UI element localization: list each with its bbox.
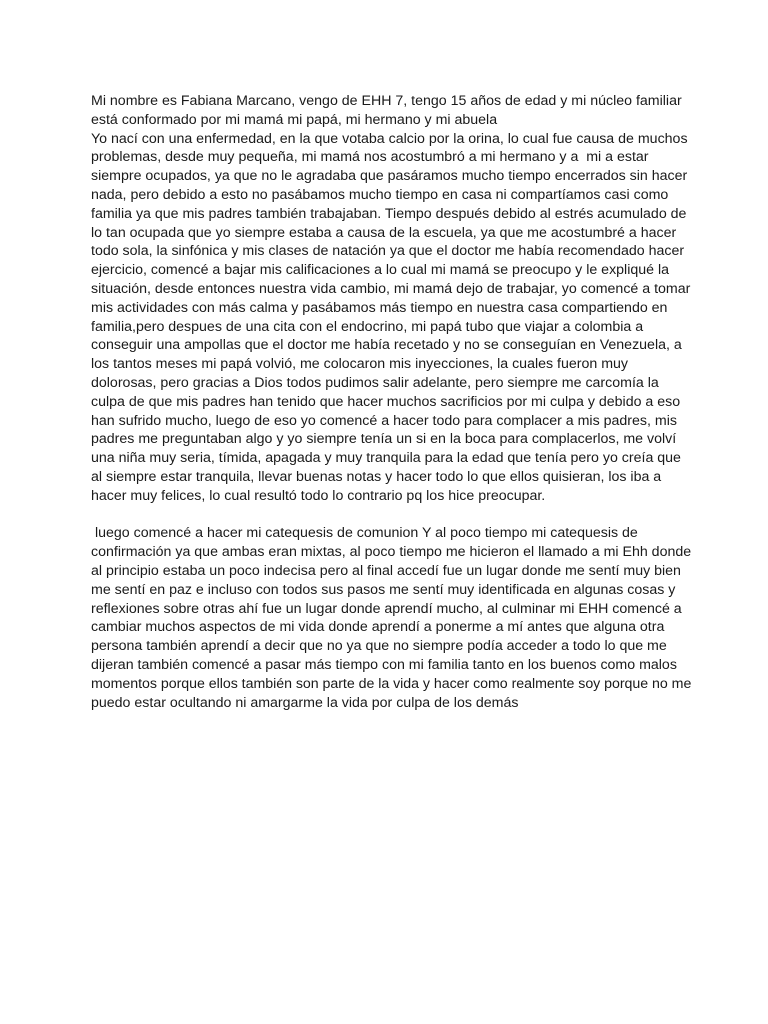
text-line: cambiar muchos aspectos de mi vida donde aprendí a ponerme a mí antes que alguna otra <box>91 619 665 636</box>
text-line: confirmación ya que ambas eran mixtas, al poco tiempo me hicieron el llamado a mi Ehh donde <box>91 544 692 561</box>
paragraph-intro <box>91 92 687 130</box>
text-line: luego comencé a hacer mi catequesis de comunion Y al poco tiempo mi catequesis de <box>91 525 638 542</box>
text-line: familia,pero despues de una cita con el endocrino, mi papá tubo que viajar a colombia a <box>91 318 644 335</box>
text-line: al principio estaba un poco indecisa pero al final accedí fue un lugar donde me sentí muy bien <box>91 562 681 579</box>
text-line: han sufrido mucho, luego de eso yo comencé a hacer todo para complacer a mis padres, mis <box>91 412 677 429</box>
paragraph-illness <box>91 130 691 506</box>
text-line: los tantos meses mi papá volvió, me colocaron mis inyecciones, la cuales fueron muy <box>91 356 629 373</box>
text-line: momentos porque ellos también son parte de la vida y hacer como realmente soy porque no me <box>91 675 692 692</box>
text-line: padres me preguntaban algo y yo siempre tenía un si en la boca para complacerlos, me volví <box>91 431 677 448</box>
text-line: todo sola, la sinfónica y mis clases de natación ya que el doctor me había recomendado hacer <box>91 243 685 260</box>
text-line: situación, desde entonces nuestra vida cambio, mi mamá dejo de trabajar, yo comencé a tomar <box>91 280 691 297</box>
text-line: está conformado por mi mamá mi papá, mi hermano y mi abuela <box>91 111 498 128</box>
text-line: al siempre estar tranquila, llevar buenas notas y hacer todo lo que ellos quisieran, los iba a <box>91 468 662 485</box>
text-line: hacer muy felices, lo cual resultó todo lo contrario pq los hice preocupar. <box>91 487 546 504</box>
text-line: puedo estar ocultando ni amargarme la vida por culpa de los demás <box>91 694 519 711</box>
text-line: dolorosas, pero gracias a Dios todos pudimos salir adelante, pero siempre me carcomía la <box>91 374 659 391</box>
text-line: familia ya que mis padres también trabajaban. Tiempo después debido al estrés acumulado de <box>91 205 687 222</box>
paragraph-ehh <box>91 524 692 712</box>
document-body <box>91 92 692 712</box>
text-line: reflexiones sobre otras ahí fue un lugar donde aprendí mucho, al culminar mi EHH comencé a <box>91 600 682 617</box>
text-line: me sentí en paz e incluso con todos sus pasos me sentí muy identificada en algunas cosas y <box>91 581 676 598</box>
text-line: lo tan ocupada que yo siempre estaba a causa de la escuela, ya que me acostumbré a hacer <box>91 224 677 241</box>
text-line: Mi nombre es Fabiana Marcano, vengo de EHH 7, tengo 15 años de edad y mi núcleo familiar <box>91 93 682 109</box>
text-line: conseguir una ampollas que el doctor me había recetado y no se conseguían en Venezuela, a <box>91 337 682 354</box>
text-line: problemas, desde muy pequeña, mi mamá nos acostumbró a mi hermano y a mi a estar <box>91 149 649 166</box>
text-line: nada, pero debido a esto no pasábamos mucho tiempo en casa ni compartíamos casi como <box>91 186 669 203</box>
text-line: ejercicio, comencé a bajar mis calificaciones a lo cual mi mamá se preocupo y le expliqué la <box>91 262 670 279</box>
text-line: Yo nací con una enfermedad, en la que votaba calcio por la orina, lo cual fue causa de muchos <box>91 130 688 147</box>
text-line: dijeran también comencé a pasar más tiempo con mi familia tanto en los buenos como malos <box>91 656 677 673</box>
text-line: persona también aprendí a decir que no ya que no siempre podía acceder a todo lo que me <box>91 638 667 655</box>
text-line: siempre ocupados, ya que no le agradaba que pasáramos mucho tiempo encerrados sin hacer <box>91 168 688 185</box>
text-line: culpa de que mis padres han tenido que hacer muchos sacrificios por mi culpa y debido a eso <box>91 393 681 410</box>
text-line: una niña muy seria, tímida, apagada y muy tranquila para la edad que tenía pero yo creía que <box>91 450 681 467</box>
text-line: mis actividades con más calma y pasábamos más tiempo en nuestra casa compartiendo en <box>91 299 668 316</box>
paragraph-spacer <box>91 506 687 525</box>
